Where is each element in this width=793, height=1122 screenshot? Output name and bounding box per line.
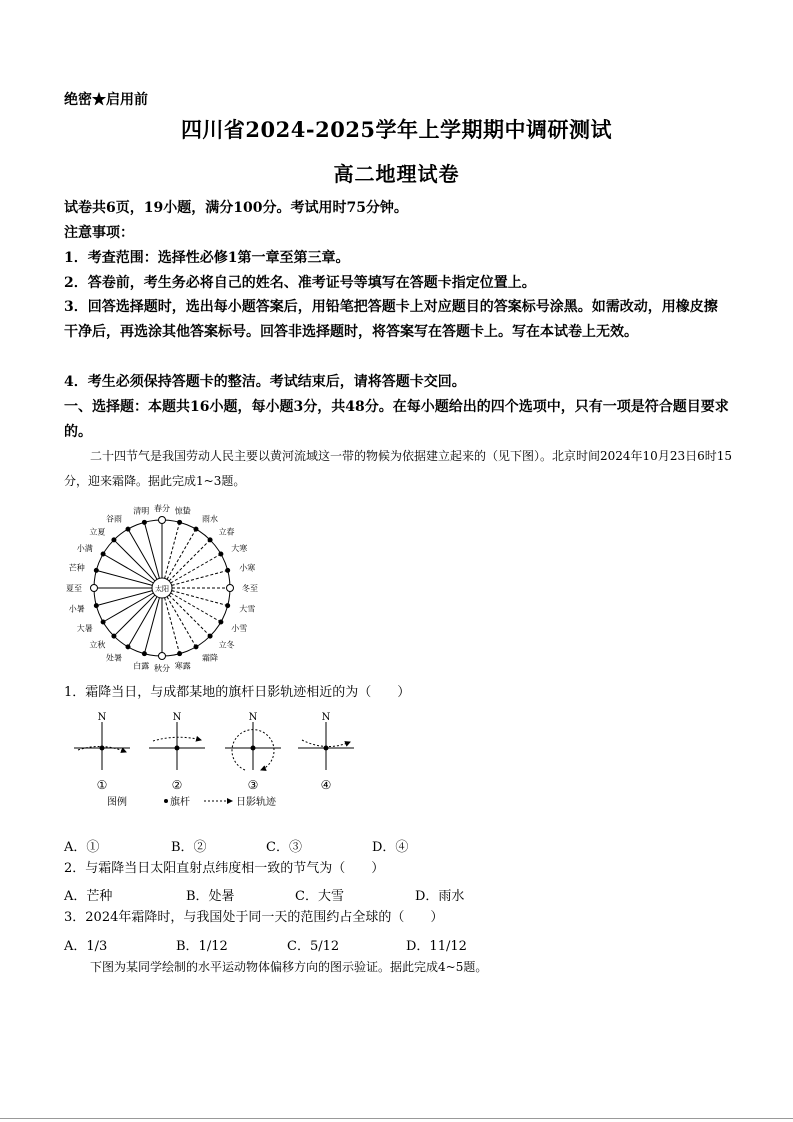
term-label: 大寒 [231,544,248,553]
shadow-track-figure [72,708,362,810]
options-row [64,935,564,953]
term-point [208,634,212,638]
option-b: B．② [171,840,207,855]
option-a: A．1/3 [64,939,108,954]
option-d: D．④ [372,840,409,855]
term-label: 小雪 [231,624,248,633]
term-point [126,645,130,649]
term-point [112,634,116,638]
pole-dot [251,746,256,751]
term-label: 谷雨 [106,514,122,524]
option-c: C．5/12 [287,939,340,954]
material-paragraph: 下图为某同学绘制的水平运动物体偏移方向的图示验证。据此完成4~5题。 [90,960,488,974]
term-point [227,585,234,592]
exam-subtitle: 高二地理试卷 [333,162,460,186]
term-point [219,552,223,556]
term-label: 立冬 [218,640,235,650]
exam-title: 四川省2024-2025学年上学期期中调研测试 [180,117,613,142]
term-spoke [114,540,155,581]
term-label: 立春 [218,527,235,537]
term-point [194,645,198,649]
term-label: 立秋 [89,640,106,650]
sun-label: 太阳 [155,585,169,593]
option-b: B．1/12 [176,939,228,954]
term-label: 秋分 [154,664,170,673]
term-label: 处暑 [106,653,122,663]
term-label: 寒露 [174,661,191,671]
term-label: 惊蛰 [174,506,191,516]
term-point [219,620,223,624]
term-point [112,538,116,542]
panel-number: ④ [320,778,332,792]
panel-3 [225,712,281,792]
term-label: 白露 [133,661,150,671]
section-heading: 一、选择题：本题共16小题，每小题3分，共48分。在每小题给出的四个选项中，只有一项是符合题目要求的。 [64,399,729,440]
option-a: A．芒种 [64,889,113,904]
note-item: 3．回答选择题时，选出每小题答案后，用铅笔把答题卡上对应题目的答案标号涂黑。如需改动，用橡皮擦干净后，再选涂其他答案标号。回答非选择题时，将答案写在答题卡上。写在本试卷上无效。 [64,299,718,340]
solar-terms-diagram [64,500,264,675]
north-label: N [97,712,107,723]
term-label: 小满 [76,544,93,553]
term-point [178,520,182,524]
panel-number: ② [171,778,183,792]
term-point [126,527,130,531]
term-label: 大暑 [76,624,93,633]
term-label: 春分 [154,504,170,513]
note-item: 2．答卷前，考生务必将自己的姓名、准考证号等填写在答题卡指定位置上。 [64,275,536,291]
option-d: D．雨水 [415,889,465,904]
term-point [94,568,98,572]
term-point [226,568,230,572]
option-a: A．① [64,840,100,855]
term-label: 大雪 [239,604,256,614]
term-label: 小暑 [68,604,85,614]
term-point [142,652,146,656]
term-point [94,604,98,608]
question-stem: 2．与霜降当日太阳直射点纬度相一致的节气为（ ） [64,861,385,876]
option-c: C．③ [266,840,302,855]
term-spoke [169,595,210,636]
note-item: 1．考查范围：选择性必修1第一章至第三章。 [64,250,350,266]
term-point [91,585,98,592]
legend-pole-label: 旗杆 [170,797,190,808]
confidential-label: 绝密★启用前 [64,92,148,108]
north-label: N [172,712,182,723]
pole-dot [100,746,105,751]
term-label: 雨水 [202,514,218,524]
option-d: D．11/12 [406,939,467,954]
term-point [226,604,230,608]
exam-summary: 试卷共6页，19小题，满分100分。考试用时75分钟。 [64,200,408,216]
term-point [101,620,105,624]
term-label: 冬至 [242,584,258,593]
options-row [64,836,564,854]
panel-4 [298,712,354,792]
options-row [64,885,564,903]
note-item: 4．考生必须保持答题卡的整洁。考试结束后，请将答题卡交回。 [64,374,466,390]
term-label: 霜降 [202,653,218,663]
term-spoke [169,540,210,581]
option-b: B．处暑 [186,889,235,904]
term-label: 清明 [133,506,150,516]
term-label: 芒种 [68,563,85,573]
panel-number: ③ [247,778,259,792]
term-point [194,527,198,531]
legend-track-label: 日影轨迹 [236,797,276,808]
term-point [142,520,146,524]
term-point [208,538,212,542]
panel-number: ① [96,778,108,792]
north-label: N [321,712,331,723]
term-point [101,552,105,556]
material-paragraph: 二十四节气是我国劳动人民主要以黄河流域这一带的物候为依据建立起来的（见下图）。北京时间2024年10月23日6时15分，迎来霜降。据此完成1~3题。 [64,449,732,488]
panel-2 [149,712,205,792]
legend-pole-dot [164,799,168,803]
question-stem: 1．霜降当日，与成都某地的旗杆日影轨迹相近的为（ ） [64,685,411,700]
page-bottom-rule [0,1118,793,1119]
panel-1 [74,712,130,792]
term-label: 立夏 [89,527,106,537]
question-stem: 3．2024年霜降时，与我国处于同一天的范围约占全球的（ ） [64,910,444,925]
pole-dot [324,746,329,751]
term-label: 夏至 [66,584,82,593]
north-label: N [248,712,258,723]
pole-dot [175,746,180,751]
term-point [159,653,166,660]
legend-title: 图例 [107,797,127,808]
option-c: C．大雪 [295,889,344,904]
term-point [159,517,166,524]
term-spoke [114,595,155,636]
term-point [178,652,182,656]
notes-title: 注意事项： [64,225,134,241]
term-label: 小寒 [239,563,256,573]
